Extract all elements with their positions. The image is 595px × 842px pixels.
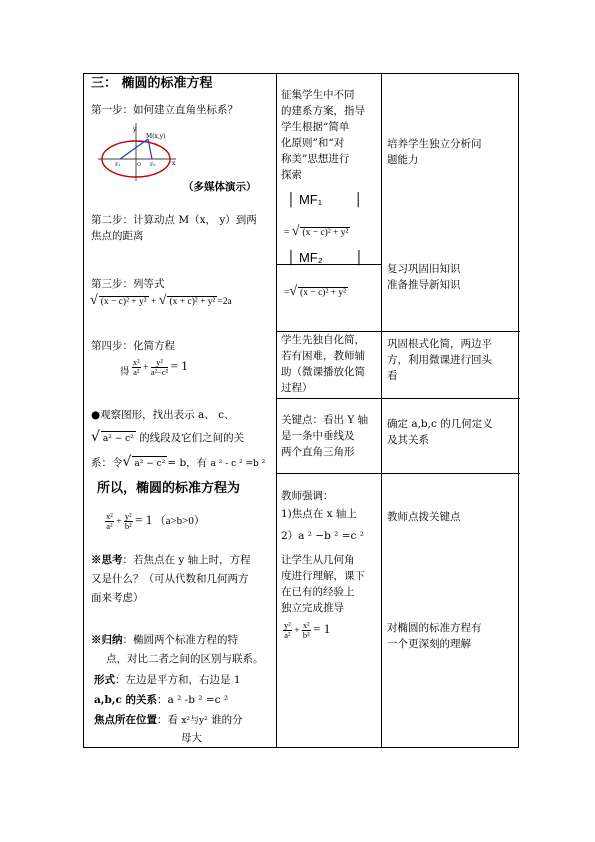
mid-p3-line-1: 关键点：看出 Y 轴 <box>281 414 369 426</box>
condition: （a>b>0） <box>154 515 205 527</box>
row-divider-1 <box>276 331 520 332</box>
right-r3-line-2: 方，利用微课进行回头 <box>387 354 492 366</box>
media-demo: （多媒体演示） <box>183 181 257 193</box>
mid-p1-line-2: 的建系方案，指导 <box>281 105 365 117</box>
mid-p3-line-2: 是一条中垂线及 <box>281 430 355 442</box>
y-axis-label: y <box>133 126 137 133</box>
observe-line-3: 系：令√ a² − c² = b，有 a ² - c ² =b ² <box>91 454 266 470</box>
focus-position-line: 焦点所在位置：看 x²与y² 谁的分 <box>94 714 243 726</box>
summary-line-1: ※归纳：椭圆两个标准方程的特 <box>91 634 238 646</box>
column-divider-2 <box>381 74 382 747</box>
mid-p5-line-3: 在已有的经验上 <box>281 586 355 598</box>
step-4: 第四步：化简方程 <box>91 340 175 352</box>
observe-line-1: ●观察图形，找出表示 a、 c、 <box>91 409 235 421</box>
point-m-label: M(x,y) <box>146 133 166 140</box>
mf2-label: MF₂ <box>298 250 323 265</box>
observe-radical: a² − c² <box>101 431 136 447</box>
equation-simplified: 得 $\frac{\text{x²}}{\text{a²}}$ + $\frac{\text{y²}}{\text{a²−c²}}$ = 1 <box>120 357 188 378</box>
mid-p1-line-6: 探索 <box>281 169 302 181</box>
step-2-line-2: 焦点的距离 <box>91 230 144 242</box>
mid-p5-line-2: 度进行理解，课下 <box>281 570 365 582</box>
radical-2: (x + c)² + y² <box>169 297 216 307</box>
right-r1-line-2: 题能力 <box>387 154 419 166</box>
section-heading: 三： 椭圆的标准方程 <box>91 76 213 91</box>
right-r6-line-2: 一个更深刻的理解 <box>387 638 471 650</box>
fraction-1: $\frac{\text{x²}}{\text{a²}}$ <box>132 357 140 378</box>
right-r4-line-2: 及其关系 <box>387 434 429 446</box>
mid-p1-line-5: 称美”思想进行 <box>281 153 350 165</box>
standard-equation-heading: 所以，椭圆的标准方程为 <box>97 481 241 496</box>
think-label: ※思考 <box>91 554 123 566</box>
right-r4-line-1: 确定 a,b,c 的几何定义 <box>387 418 493 430</box>
right-r5: 教师点拨关键点 <box>387 511 461 523</box>
equation-rhs: =2a <box>217 297 232 307</box>
think-line-3: 面来考虑） <box>91 592 144 604</box>
mid-p2-line-2: 若有困难，教师辅 <box>281 350 365 362</box>
mid-p4-line-1: 教师强调： <box>281 490 334 502</box>
standard-equation: $\frac{\text{x²}}{\text{a²}}$ + $\frac{\text{y²}}{\text{b²}}$ = 1 （a>b>0） <box>106 511 205 532</box>
mid-p2-line-4: 过程） <box>281 382 313 394</box>
mid-p4-line-3: 2）a ² −b ² =c ² <box>281 530 364 542</box>
focus-2-label: F₂ <box>150 162 156 168</box>
mid-p4-line-2: 1)焦点在 x 轴上 <box>281 508 357 520</box>
mf1-equation: = √ (x − c)² + y² <box>284 224 349 239</box>
step-3: 第三步：列等式 <box>91 278 165 290</box>
form-line: 形式：左边是平方和，右边是 1 <box>94 674 241 686</box>
mid-p1-line-3: 学生根据“简单 <box>281 121 350 133</box>
think-line-1: ※思考：若焦点在 y 轴上时，方程 <box>91 554 251 566</box>
mid-y-axis-equation: $\frac{\text{y²}}{\text{a²}}$ + $\frac{\text{x²}}{\text{b²}}$ = 1 <box>284 620 331 641</box>
column-divider-1 <box>276 74 277 747</box>
ellipse-diagram <box>96 121 180 183</box>
right-r1-line-1: 培养学生独立分析问 <box>387 138 482 150</box>
mf1-abs: │ MF₁ │ <box>287 192 363 208</box>
equation-distance-sum: √ (x − c)² + y² + √ (x + c)² + y² =2a <box>90 293 232 308</box>
mid-p2-line-3: 助（微课播放化简 <box>281 366 365 378</box>
mf2-equation: =√ (x − c)² + y² <box>284 284 347 299</box>
row-divider-2 <box>276 398 520 399</box>
think-line-2: 又是什么？（可从代数和几何两方 <box>91 573 249 585</box>
fraction-2: $\frac{\text{y²}}{\text{a²−c²}}$ <box>150 357 169 378</box>
step-2-line-1: 第二步：计算动点 M（x， y）到两 <box>91 214 257 226</box>
relation-line: a,b,c 的关系：a ² -b ² =c ² <box>94 694 229 706</box>
right-r3-line-1: 巩固根式化简，两边平 <box>387 338 492 350</box>
right-r2-line-1: 复习巩固旧知识 <box>387 263 461 275</box>
step-1: 第一步：如何建立直角坐标系？ <box>91 104 238 116</box>
origin-label: O <box>137 162 142 168</box>
right-r2-line-2: 准备推导新知识 <box>387 279 461 291</box>
mid-p5-line-4: 独立完成推导 <box>281 602 344 614</box>
mid-p1-line-1: 征集学生中不同 <box>281 89 355 101</box>
focus-1-label: F₁ <box>115 162 121 168</box>
summary-label: ※归纳 <box>91 634 123 646</box>
right-r3-line-3: 看 <box>387 370 398 382</box>
mid-p5-line-1: 让学生从几何角 <box>281 554 355 566</box>
mf2-abs: │ MF₂ │ <box>287 250 363 266</box>
mf1-label: MF₁ <box>298 192 323 207</box>
mid-p2-line-1: 学生先独自化简， <box>281 334 365 346</box>
de-label: 得 <box>120 367 130 378</box>
focus-position-line-2: 母大 <box>181 732 202 744</box>
mid-p3-line-3: 两个直角三角形 <box>281 446 355 458</box>
row-divider-3 <box>276 473 520 474</box>
radical-1: (x − c)² + y² <box>100 297 147 307</box>
mid-p1-line-4: 化原则”和“对 <box>281 137 345 149</box>
x-axis-label: x <box>172 160 176 167</box>
right-r6-line-1: 对椭圆的标准方程有 <box>387 622 482 634</box>
summary-line-2: 点，对比二者之间的区别与联系。 <box>106 653 264 665</box>
observe-line-2: √ a² − c² 的线段及它们之间的关 <box>91 429 245 445</box>
